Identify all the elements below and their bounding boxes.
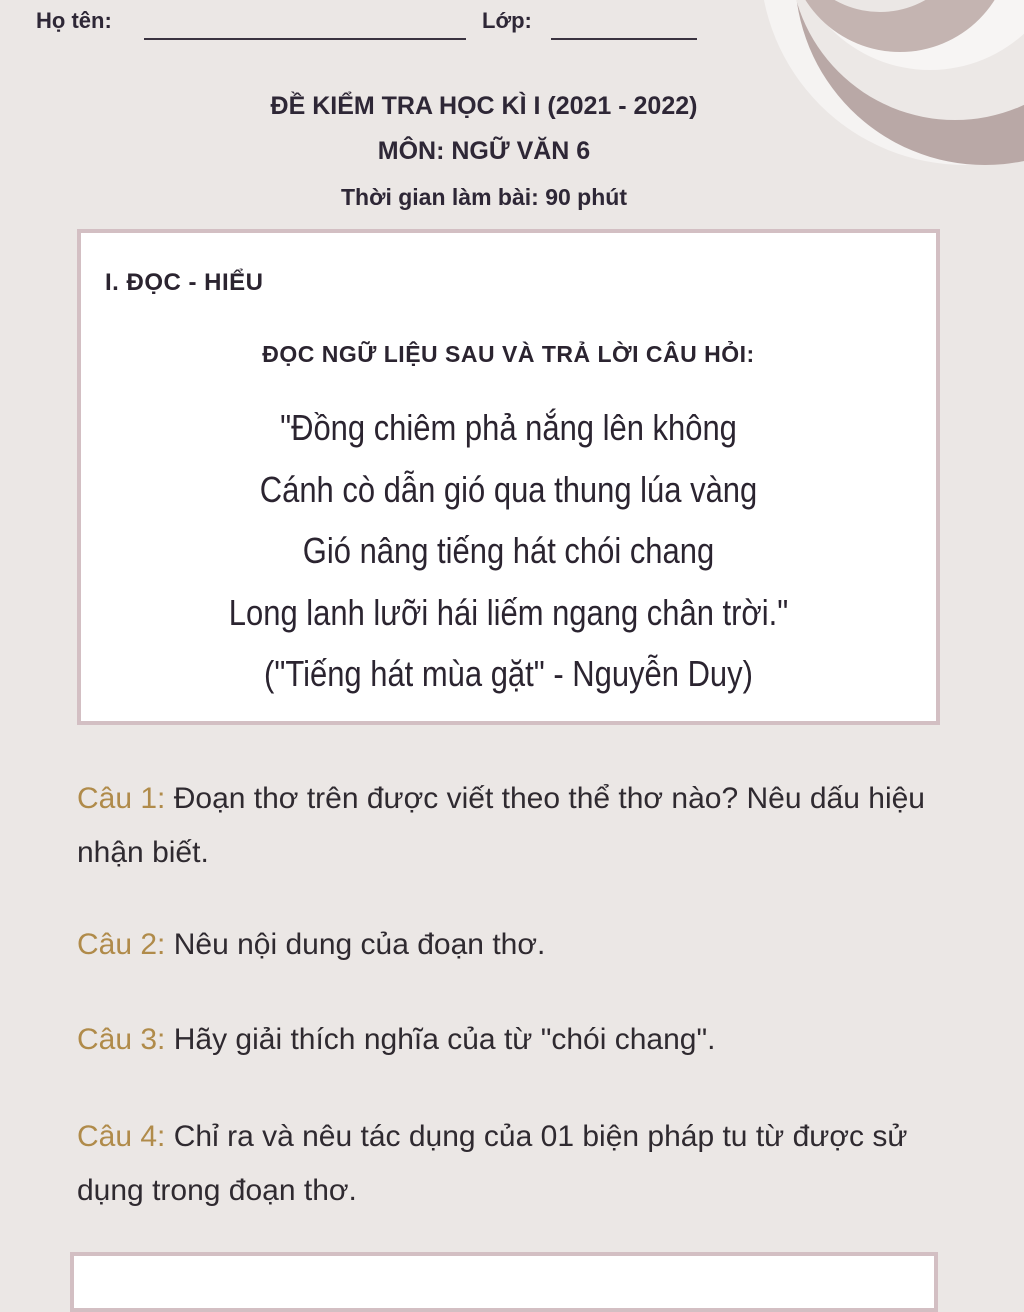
class-label: Lớp:	[482, 8, 532, 33]
question-4	[77, 1110, 957, 1218]
reading-section-box	[77, 229, 940, 725]
question-label: Câu 1:	[77, 782, 166, 815]
poem-line: "Đồng chiêm phả nắng lên không	[280, 407, 737, 448]
question-label: Câu 4:	[77, 1120, 166, 1153]
question-text: Hãy giải thích nghĩa của từ "chói chang".	[173, 1023, 716, 1056]
poem-line: Cánh cò dẫn gió qua thung lúa vàng	[259, 469, 758, 510]
question-3	[77, 1013, 957, 1067]
class-blank-line[interactable]	[551, 38, 697, 40]
question-1	[77, 772, 957, 880]
exam-duration: Thời gian làm bài: 90 phút	[341, 184, 627, 210]
poem-line: Gió nâng tiếng hát chói chang	[302, 530, 715, 571]
question-text: Chỉ ra và nêu tác dụng của 01 biện pháp tu từ được sử dụng trong đoạn thơ.	[77, 1120, 908, 1207]
poem-source: ("Tiếng hát mùa gặt" - Nguyễn Duy)	[264, 653, 753, 694]
next-section-box	[70, 1252, 938, 1312]
question-text: Đoạn thơ trên được viết theo thể thơ nào? Nêu dấu hiệu nhận biết.	[77, 782, 925, 869]
name-blank-line[interactable]	[144, 38, 466, 40]
question-label: Câu 3:	[77, 1023, 166, 1056]
poem-line: Long lanh lưỡi hái liếm ngang chân trời."	[228, 592, 789, 633]
name-label: Họ tên:	[36, 8, 112, 33]
question-label: Câu 2:	[77, 928, 166, 961]
question-2	[77, 918, 957, 972]
section-title: I. ĐỌC - HIỂU	[105, 269, 264, 296]
exam-subject: MÔN: NGỮ VĂN 6	[377, 137, 591, 165]
question-text: Nêu nội dung của đoạn thơ.	[173, 928, 546, 961]
reading-instruction: ĐỌC NGỮ LIỆU SAU VÀ TRẢ LỜI CÂU HỎI:	[262, 341, 755, 367]
exam-title: ĐỀ KIỂM TRA HỌC KÌ I (2021 - 2022)	[270, 92, 698, 120]
